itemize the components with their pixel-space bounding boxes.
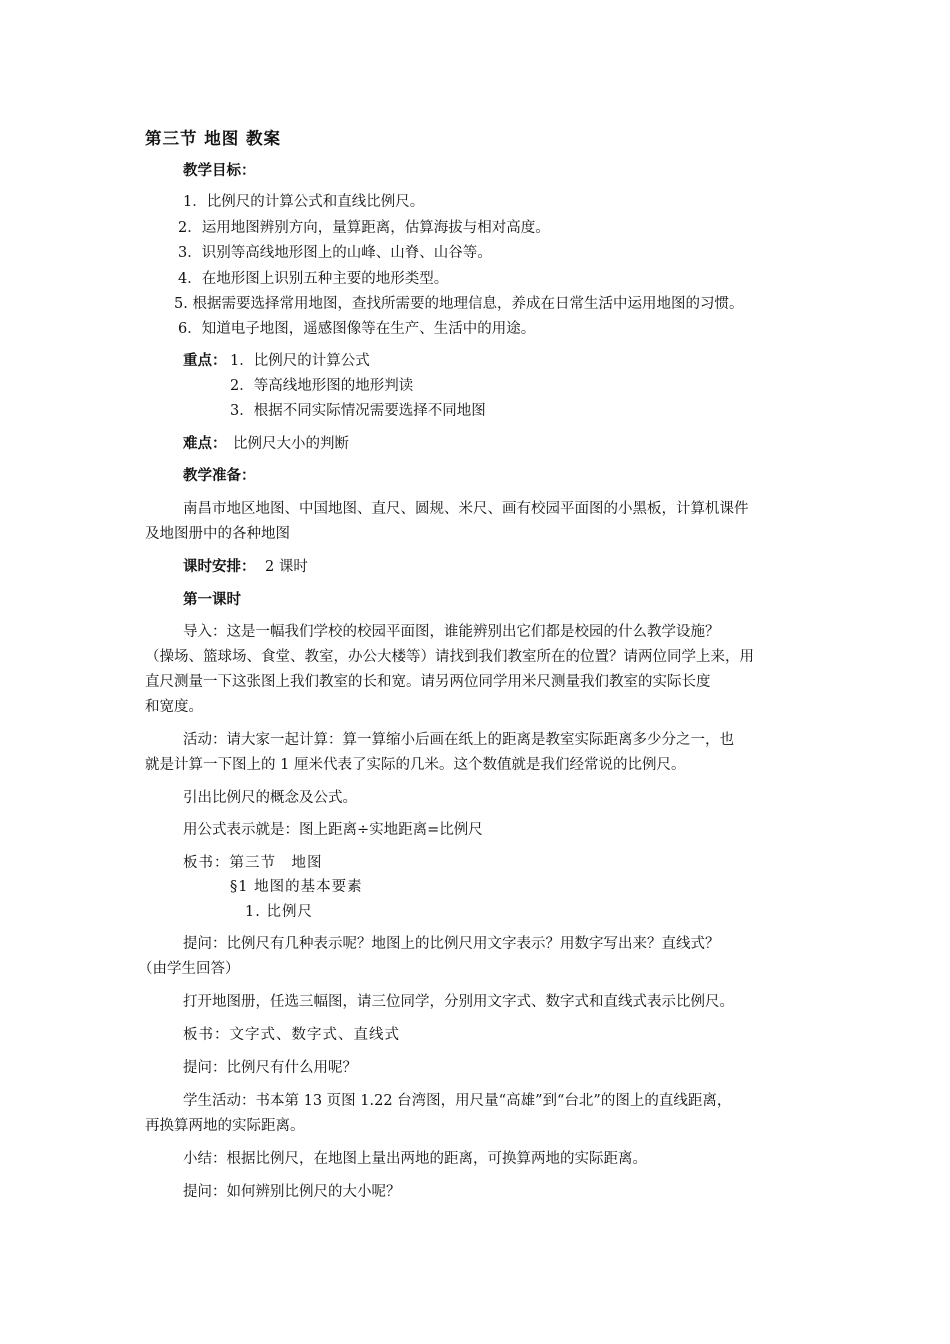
objective-item: 6．知道电子地图，遥感图像等在生产、生活中的用途。 [178, 321, 536, 337]
objective-item: 5. 根据需要选择常用地图，查找所需要的地理信息，养成在日常生活中运用地图的习惯。 [174, 296, 744, 312]
difficulty-label: 难点： [183, 435, 227, 452]
objective-item: 4．在地形图上识别五种主要的地形类型。 [178, 271, 449, 287]
document-title: 第三节 地图 教案 [145, 129, 281, 148]
objective-item: 3．识别等高线地形图上的山峰、山脊、山谷等。 [178, 245, 492, 261]
student-activity-line: 再换算两地的实际距离。 [145, 1118, 305, 1134]
concept-line: 引出比例尺的概念及公式。 [183, 790, 357, 806]
key-points-label: 重点： [183, 352, 227, 369]
lesson1-heading: 第一课时 [183, 591, 241, 608]
objectives-heading: 教学目标： [183, 162, 256, 179]
question-line: 提问：比例尺有几种表示呢？地图上的比例尺用文字表示？用数字写出来？直线式？ [183, 936, 720, 952]
objective-item: 1．比例尺的计算公式和直线比例尺。 [183, 194, 425, 210]
question-line: （由学生回答） [138, 961, 240, 977]
intro-line: 直尺测量一下这张图上我们教室的长和宽。请另两位同学用米尺测量我们教室的实际长度 [145, 674, 711, 690]
summary-line: 小结：根据比例尺，在地图上量出两地的距离，可换算两地的实际距离。 [183, 1151, 647, 1167]
preparation-line: 南昌市地区地图、中国地图、直尺、圆规、米尺、画有校园平面图的小黑板，计算机课件 [183, 501, 749, 517]
intro-line: （操场、篮球场、食堂、教室，办公大楼等）请找到我们教室所在的位置？请两位同学上来，用 [145, 649, 754, 665]
key-point-item: 3．根据不同实际情况需要选择不同地图 [230, 403, 486, 419]
key-point-item: 1．比例尺的计算公式 [230, 353, 370, 369]
activity-line: 活动：请大家一起计算：算一算缩小后画在纸上的距离是教室实际距离多少分之一，也 [183, 732, 734, 748]
atlas-line: 打开地图册，任选三幅图，请三位同学，分别用文字式、数字式和直线式表示比例尺。 [183, 994, 734, 1010]
schedule-label: 课时安排： [183, 558, 256, 575]
formula-line: 用公式表示就是：图上距离÷实地距离=比例尺 [183, 822, 483, 838]
intro-line: 和宽度。 [145, 699, 203, 715]
board-note: §1 地图的基本要素 [230, 879, 363, 895]
schedule-text: 2 课时 [265, 559, 308, 575]
question-line: 提问：如何辨别比例尺的大小呢？ [183, 1184, 401, 1200]
board-note: 1. 比例尺 [245, 904, 313, 920]
question-line: 提问：比例尺有什么用呢？ [183, 1060, 357, 1076]
preparation-heading: 教学准备： [183, 467, 256, 484]
difficulty-text: 比例尺大小的判断 [233, 436, 349, 452]
board-note: 板书：第三节 地图 [183, 855, 323, 871]
preparation-line: 及地图册中的各种地图 [145, 526, 290, 542]
intro-line: 导入：这是一幅我们学校的校园平面图，谁能辨别出它们都是校园的什么教学设施？ [183, 624, 720, 640]
activity-line: 就是计算一下图上的 1 厘米代表了实际的几米。这个数值就是我们经常说的比例尺。 [145, 757, 686, 773]
objective-item: 2．运用地图辨别方向，量算距离，估算海拔与相对高度。 [178, 220, 550, 236]
student-activity-line: 学生活动：书本第 13 页图 1.22 台湾图，用尺量“高雄”到“台北”的图上的直线距离， [183, 1093, 732, 1109]
key-point-item: 2．等高线地形图的地形判读 [230, 378, 414, 394]
board-note: 板书：文字式、数字式、直线式 [183, 1027, 400, 1043]
